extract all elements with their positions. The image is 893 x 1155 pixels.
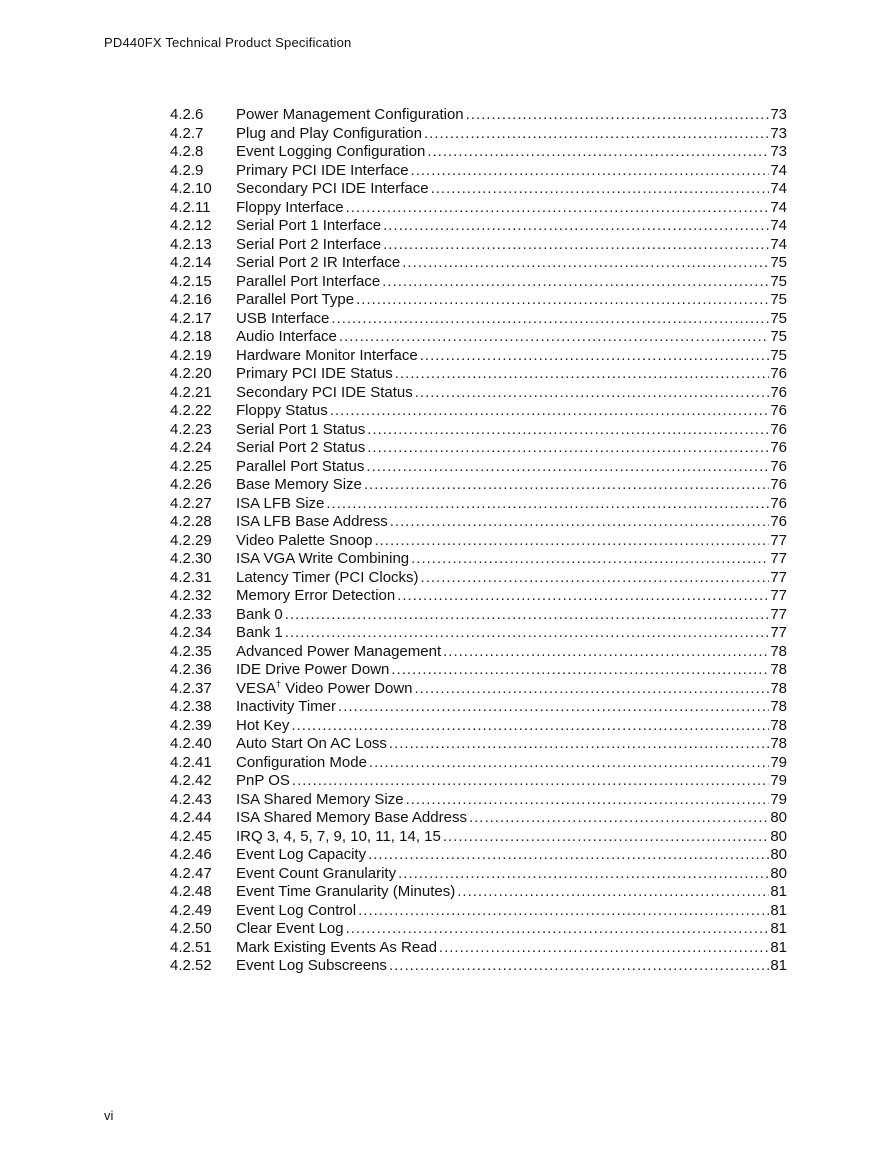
toc-entry-title xyxy=(236,199,344,218)
toc-entry-page: 77 xyxy=(770,531,787,549)
dot-leader xyxy=(358,902,769,921)
toc-entry xyxy=(170,384,787,403)
toc-entry-number: 4.2.39 xyxy=(170,716,212,734)
toc-entry xyxy=(170,754,787,773)
toc-entry-title-text: Power Management Configuration xyxy=(236,106,464,123)
dot-leader xyxy=(469,809,769,828)
dot-leader xyxy=(402,254,769,273)
toc-entry xyxy=(170,421,787,440)
toc-entry-title-text: ISA Shared Memory Base Address xyxy=(236,809,467,826)
dot-leader xyxy=(431,180,770,199)
dot-leader xyxy=(369,754,769,773)
toc-entry-title xyxy=(236,754,367,773)
toc-entry-title xyxy=(236,902,356,921)
dot-leader xyxy=(424,125,769,144)
toc-entry xyxy=(170,698,787,717)
toc-entry xyxy=(170,550,787,569)
toc-entry-page: 73 xyxy=(770,143,787,160)
toc-entry-number: 4.2.12 xyxy=(170,217,212,234)
toc-entry-page: 78 xyxy=(770,698,787,715)
toc-entry xyxy=(170,217,787,236)
toc-entry-title xyxy=(236,402,328,421)
toc-entry-title xyxy=(236,717,289,736)
dot-leader xyxy=(427,143,769,162)
toc-entry-page: 76 xyxy=(770,476,787,493)
toc-entry-title-text: Serial Port 1 Interface xyxy=(236,217,382,234)
toc-entry xyxy=(170,606,787,625)
dot-leader xyxy=(338,698,769,717)
table-of-contents xyxy=(170,106,787,976)
toc-entry-number: 4.2.27 xyxy=(170,494,212,512)
toc-entry-title xyxy=(236,328,337,347)
toc-entry-title xyxy=(236,791,404,810)
toc-entry-title xyxy=(236,680,413,699)
toc-entry-number: 4.2.42 xyxy=(170,772,212,789)
toc-entry-number: 4.2.33 xyxy=(170,605,212,623)
toc-entry xyxy=(170,587,787,606)
toc-entry-number: 4.2.14 xyxy=(170,254,212,271)
toc-entry-title-text: Mark Existing Events As Read xyxy=(236,938,437,956)
toc-entry-number: 4.2.52 xyxy=(170,957,212,974)
toc-entry-page: 78 xyxy=(770,661,787,678)
dot-leader xyxy=(339,328,769,347)
toc-entry-title xyxy=(236,254,400,273)
toc-entry-title xyxy=(236,106,464,125)
toc-entry-title-text: Advanced Power Management xyxy=(236,642,442,660)
toc-entry-page: 75 xyxy=(770,254,787,271)
toc-entry-page: 79 xyxy=(770,772,787,789)
dot-leader xyxy=(375,532,770,551)
toc-entry-page: 77 xyxy=(770,550,787,567)
toc-entry xyxy=(170,661,787,680)
toc-entry-page: 74 xyxy=(770,198,787,216)
toc-entry-title-text: ISA VGA Write Combining xyxy=(236,550,410,567)
dot-leader xyxy=(382,273,769,292)
toc-entry xyxy=(170,180,787,199)
toc-entry xyxy=(170,939,787,958)
toc-entry-title-text: Bank 0 xyxy=(236,605,283,623)
toc-entry xyxy=(170,680,787,699)
toc-entry xyxy=(170,735,787,754)
dot-leader xyxy=(285,606,770,625)
toc-entry xyxy=(170,162,787,181)
toc-entry-title-text: ISA Shared Memory Size xyxy=(236,790,404,808)
toc-entry-number: 4.2.6 xyxy=(170,106,204,123)
toc-entry-page: 75 xyxy=(770,328,787,345)
toc-entry-title-text: Event Log Subscreens xyxy=(236,957,387,974)
dot-leader xyxy=(366,458,769,477)
toc-entry-title xyxy=(236,439,365,458)
toc-entry-title xyxy=(236,476,362,495)
toc-entry-title xyxy=(236,624,283,643)
toc-entry-page: 74 xyxy=(770,161,787,179)
toc-entry-page: 76 xyxy=(770,439,787,456)
toc-entry-title-text: Inactivity Timer xyxy=(236,698,337,715)
toc-entry-title xyxy=(236,310,329,329)
toc-entry-title xyxy=(236,273,380,292)
toc-entry-title-text: Event Count Granularity xyxy=(236,864,397,882)
toc-entry-page: 73 xyxy=(770,124,787,142)
toc-entry-page: 74 xyxy=(770,217,787,234)
toc-entry-title-text: IRQ 3, 4, 5, 7, 9, 10, 11, 14, 15 xyxy=(236,827,441,845)
dot-leader xyxy=(466,106,770,125)
toc-entry-title-text: Configuration Mode xyxy=(236,753,367,771)
toc-entry-title-text: Serial Port 2 IR Interface xyxy=(236,254,401,271)
toc-entry-number: 4.2.23 xyxy=(170,420,212,438)
dot-leader xyxy=(383,217,769,236)
toc-entry-number: 4.2.51 xyxy=(170,938,212,956)
toc-entry xyxy=(170,273,787,292)
toc-entry xyxy=(170,846,787,865)
toc-entry-page: 80 xyxy=(770,846,787,863)
toc-entry-page: 77 xyxy=(770,624,787,641)
toc-entry-title xyxy=(236,217,381,236)
toc-entry-number: 4.2.21 xyxy=(170,383,212,401)
toc-entry-title xyxy=(236,920,344,939)
toc-entry-page: 81 xyxy=(770,920,787,937)
toc-entry-title-text: Video Palette Snoop xyxy=(236,531,373,549)
toc-entry-number: 4.2.11 xyxy=(170,198,211,216)
toc-entry-title-text: Serial Port 1 Status xyxy=(236,420,366,438)
toc-entry-number: 4.2.24 xyxy=(170,439,212,456)
dot-leader xyxy=(330,402,770,421)
toc-entry-number: 4.2.35 xyxy=(170,642,212,660)
toc-entry-number: 4.2.15 xyxy=(170,272,212,290)
toc-entry-title xyxy=(236,569,419,588)
toc-entry-number: 4.2.28 xyxy=(170,513,212,530)
dot-leader xyxy=(415,680,770,699)
dot-leader xyxy=(331,310,769,329)
dot-leader xyxy=(420,347,770,366)
toc-entry-title-text: ISA LFB Size xyxy=(236,494,325,512)
toc-entry-title-text: ISA LFB Base Address xyxy=(236,513,388,530)
dot-leader xyxy=(367,421,769,440)
toc-entry xyxy=(170,310,787,329)
toc-entry-title-text: Parallel Port Type xyxy=(236,291,355,308)
toc-entry xyxy=(170,717,787,736)
toc-entry-page: 76 xyxy=(770,365,787,382)
dot-leader xyxy=(367,439,769,458)
toc-entry-page: 76 xyxy=(770,420,787,438)
toc-entry-title-text: Event Time Granularity (Minutes) xyxy=(236,883,456,900)
toc-entry xyxy=(170,236,787,255)
toc-entry xyxy=(170,458,787,477)
dot-leader xyxy=(391,661,769,680)
toc-entry-number: 4.2.46 xyxy=(170,846,212,863)
toc-entry-title-text: Audio Interface xyxy=(236,328,337,345)
toc-entry-number: 4.2.49 xyxy=(170,901,212,919)
toc-entry-number: 4.2.48 xyxy=(170,883,212,900)
toc-entry-number: 4.2.44 xyxy=(170,809,212,826)
toc-entry-title-text: Event Log Control xyxy=(236,901,357,919)
toc-entry-title xyxy=(236,365,393,384)
toc-entry-title xyxy=(236,957,387,976)
toc-entry xyxy=(170,365,787,384)
toc-entry-title xyxy=(236,513,388,532)
toc-entry xyxy=(170,347,787,366)
toc-entry-page: 78 xyxy=(770,642,787,660)
dot-leader xyxy=(346,920,770,939)
toc-entry-number: 4.2.31 xyxy=(170,568,212,586)
toc-entry-page: 80 xyxy=(770,864,787,882)
toc-entry-title-text: Parallel Port Status xyxy=(236,457,365,475)
toc-entry-title xyxy=(236,772,290,791)
toc-entry-title-text: Serial Port 2 Interface xyxy=(236,235,382,253)
toc-entry xyxy=(170,143,787,162)
toc-entry-page: 75 xyxy=(770,272,787,290)
toc-entry xyxy=(170,513,787,532)
toc-entry-number: 4.2.30 xyxy=(170,550,212,567)
toc-entry-title xyxy=(236,532,373,551)
toc-entry-title-text: Primary PCI IDE Status xyxy=(236,365,393,382)
toc-entry-page: 78 xyxy=(770,679,787,697)
toc-entry-number: 4.2.17 xyxy=(170,309,212,327)
toc-entry-title-text: Plug and Play Configuration xyxy=(236,124,422,142)
toc-entry-page: 79 xyxy=(770,753,787,771)
toc-entry-page: 78 xyxy=(770,735,787,752)
toc-entry xyxy=(170,920,787,939)
toc-entry-page: 78 xyxy=(770,716,787,734)
toc-entry-title-text: Floppy Interface xyxy=(236,198,344,216)
toc-entry-number: 4.2.7 xyxy=(170,124,204,142)
toc-entry-page: 81 xyxy=(770,901,787,919)
toc-entry-title-text: Secondary PCI IDE Status xyxy=(236,383,413,401)
toc-entry-number: 4.2.40 xyxy=(170,735,212,752)
toc-entry-page: 77 xyxy=(770,605,787,623)
toc-entry-title xyxy=(236,236,381,255)
dot-leader xyxy=(457,883,769,902)
dot-leader xyxy=(285,624,770,643)
toc-entry-number: 4.2.32 xyxy=(170,587,212,604)
toc-entry xyxy=(170,624,787,643)
toc-entry xyxy=(170,291,787,310)
toc-entry-number: 4.2.38 xyxy=(170,698,212,715)
toc-entry-page: 76 xyxy=(770,402,787,419)
toc-entry-title xyxy=(236,828,441,847)
dot-leader xyxy=(326,495,769,514)
toc-entry-number: 4.2.13 xyxy=(170,235,212,253)
toc-entry-title-text: PnP OS xyxy=(236,772,290,789)
toc-entry-number: 4.2.25 xyxy=(170,457,212,475)
toc-entry-number: 4.2.26 xyxy=(170,476,212,493)
toc-entry-title-text: Bank 1 xyxy=(236,624,283,641)
toc-entry xyxy=(170,476,787,495)
dot-leader xyxy=(439,939,769,958)
toc-entry-title-rest: Video Power Down xyxy=(281,679,413,697)
toc-entry xyxy=(170,439,787,458)
dot-leader xyxy=(389,735,769,754)
toc-entry xyxy=(170,828,787,847)
dot-leader xyxy=(383,236,769,255)
toc-entry-page: 79 xyxy=(770,790,787,808)
toc-entry-title xyxy=(236,587,395,606)
toc-entry-page: 73 xyxy=(770,106,787,123)
toc-entry-page: 76 xyxy=(770,457,787,475)
toc-entry xyxy=(170,809,787,828)
toc-entry xyxy=(170,125,787,144)
toc-entry-number: 4.2.36 xyxy=(170,661,212,678)
toc-entry-title xyxy=(236,550,409,569)
toc-entry-page: 76 xyxy=(770,513,787,530)
toc-entry-number: 4.2.29 xyxy=(170,531,212,549)
toc-entry-number: 4.2.18 xyxy=(170,328,212,345)
toc-entry-title-text: Floppy Status xyxy=(236,402,328,419)
toc-entry-title xyxy=(236,384,413,403)
toc-entry xyxy=(170,865,787,884)
toc-entry-page: 81 xyxy=(770,938,787,956)
dot-leader xyxy=(356,291,769,310)
toc-entry-number: 4.2.20 xyxy=(170,365,212,382)
dot-leader xyxy=(415,384,770,403)
toc-entry-title-text: Auto Start On AC Loss xyxy=(236,735,387,752)
dot-leader xyxy=(411,162,770,181)
toc-entry-title-text: USB Interface xyxy=(236,309,330,327)
dot-leader xyxy=(421,569,770,588)
toc-entry-title-text: Hot Key xyxy=(236,716,290,734)
dot-leader xyxy=(364,476,769,495)
toc-entry-number: 4.2.37 xyxy=(170,679,212,697)
toc-entry-title-text: IDE Drive Power Down xyxy=(236,661,390,678)
toc-entry-number: 4.2.47 xyxy=(170,864,212,882)
dot-leader xyxy=(411,550,769,569)
toc-entry xyxy=(170,106,787,125)
dot-leader xyxy=(395,365,770,384)
toc-entry-number: 4.2.8 xyxy=(170,143,204,160)
page-number: vi xyxy=(104,1108,114,1123)
toc-entry-number: 4.2.19 xyxy=(170,346,212,364)
toc-entry-page: 75 xyxy=(770,346,787,364)
toc-entry-title-text: Base Memory Size xyxy=(236,476,362,493)
toc-entry-title-text: Primary PCI IDE Interface xyxy=(236,161,409,179)
dot-leader xyxy=(406,791,770,810)
toc-entry-number: 4.2.45 xyxy=(170,827,212,845)
toc-entry-number: 4.2.22 xyxy=(170,402,212,419)
toc-entry-number: 4.2.50 xyxy=(170,920,212,937)
dot-leader xyxy=(443,828,769,847)
toc-entry-title xyxy=(236,661,389,680)
toc-entry-title-text: Event Log Capacity xyxy=(236,846,367,863)
toc-entry-title-text: Event Logging Configuration xyxy=(236,143,426,160)
toc-entry-title-text: Hardware Monitor Interface xyxy=(236,346,418,364)
toc-entry-title xyxy=(236,735,387,754)
toc-entry-title xyxy=(236,495,324,514)
toc-entry-title xyxy=(236,347,418,366)
toc-entry-number: 4.2.43 xyxy=(170,790,212,808)
toc-entry-page: 77 xyxy=(770,587,787,604)
dot-leader xyxy=(389,957,769,976)
toc-entry-title xyxy=(236,162,409,181)
toc-entry-page: 81 xyxy=(770,957,787,974)
dagger-mark: † xyxy=(276,678,282,689)
toc-entry xyxy=(170,883,787,902)
toc-entry-title xyxy=(236,125,422,144)
toc-entry-title-text: Latency Timer (PCI Clocks) xyxy=(236,568,419,586)
toc-entry xyxy=(170,902,787,921)
toc-entry xyxy=(170,569,787,588)
toc-entry xyxy=(170,495,787,514)
running-header: PD440FX Technical Product Specification xyxy=(104,35,352,50)
toc-entry-title xyxy=(236,809,467,828)
toc-entry-number: 4.2.41 xyxy=(170,753,212,771)
toc-entry xyxy=(170,199,787,218)
toc-entry-number: 4.2.10 xyxy=(170,180,212,197)
toc-entry xyxy=(170,791,787,810)
toc-entry-title xyxy=(236,865,396,884)
toc-entry-page: 80 xyxy=(770,809,787,826)
toc-entry-title-text: VESA xyxy=(236,679,277,697)
toc-entry xyxy=(170,957,787,976)
toc-entry-title-text: Memory Error Detection xyxy=(236,587,396,604)
toc-entry-title xyxy=(236,291,354,310)
toc-entry-title-text: Serial Port 2 Status xyxy=(236,439,366,456)
toc-entry-title xyxy=(236,606,283,625)
toc-entry xyxy=(170,643,787,662)
toc-entry xyxy=(170,402,787,421)
toc-entry-title-text: Clear Event Log xyxy=(236,920,344,937)
toc-entry-title xyxy=(236,143,425,162)
dot-leader xyxy=(390,513,770,532)
toc-entry-page: 74 xyxy=(770,235,787,253)
dot-leader xyxy=(291,717,769,736)
dot-leader xyxy=(398,865,769,884)
toc-entry-title xyxy=(236,883,455,902)
dot-leader xyxy=(346,199,770,218)
toc-entry-title-text: Secondary PCI IDE Interface xyxy=(236,180,429,197)
toc-entry-page: 75 xyxy=(770,309,787,327)
toc-entry-number: 4.2.34 xyxy=(170,624,212,641)
toc-entry-page: 75 xyxy=(770,291,787,308)
dot-leader xyxy=(292,772,769,791)
toc-entry-title xyxy=(236,180,429,199)
toc-entry xyxy=(170,532,787,551)
dot-leader xyxy=(368,846,769,865)
toc-entry-number: 4.2.9 xyxy=(170,161,204,179)
toc-entry-page: 77 xyxy=(770,568,787,586)
toc-entry-page: 80 xyxy=(770,827,787,845)
toc-entry xyxy=(170,328,787,347)
toc-entry-title-text: Parallel Port Interface xyxy=(236,272,381,290)
toc-entry-page: 81 xyxy=(770,883,787,900)
toc-entry-number: 4.2.16 xyxy=(170,291,212,308)
toc-entry-title xyxy=(236,458,364,477)
toc-entry-title xyxy=(236,698,336,717)
toc-entry-title xyxy=(236,643,441,662)
toc-entry-title xyxy=(236,846,366,865)
toc-entry-page: 76 xyxy=(770,494,787,512)
toc-entry xyxy=(170,772,787,791)
dot-leader xyxy=(443,643,769,662)
dot-leader xyxy=(397,587,769,606)
toc-entry xyxy=(170,254,787,273)
toc-entry-page: 76 xyxy=(770,383,787,401)
toc-entry-title xyxy=(236,939,437,958)
toc-entry-page: 74 xyxy=(770,180,787,197)
toc-entry-title xyxy=(236,421,365,440)
